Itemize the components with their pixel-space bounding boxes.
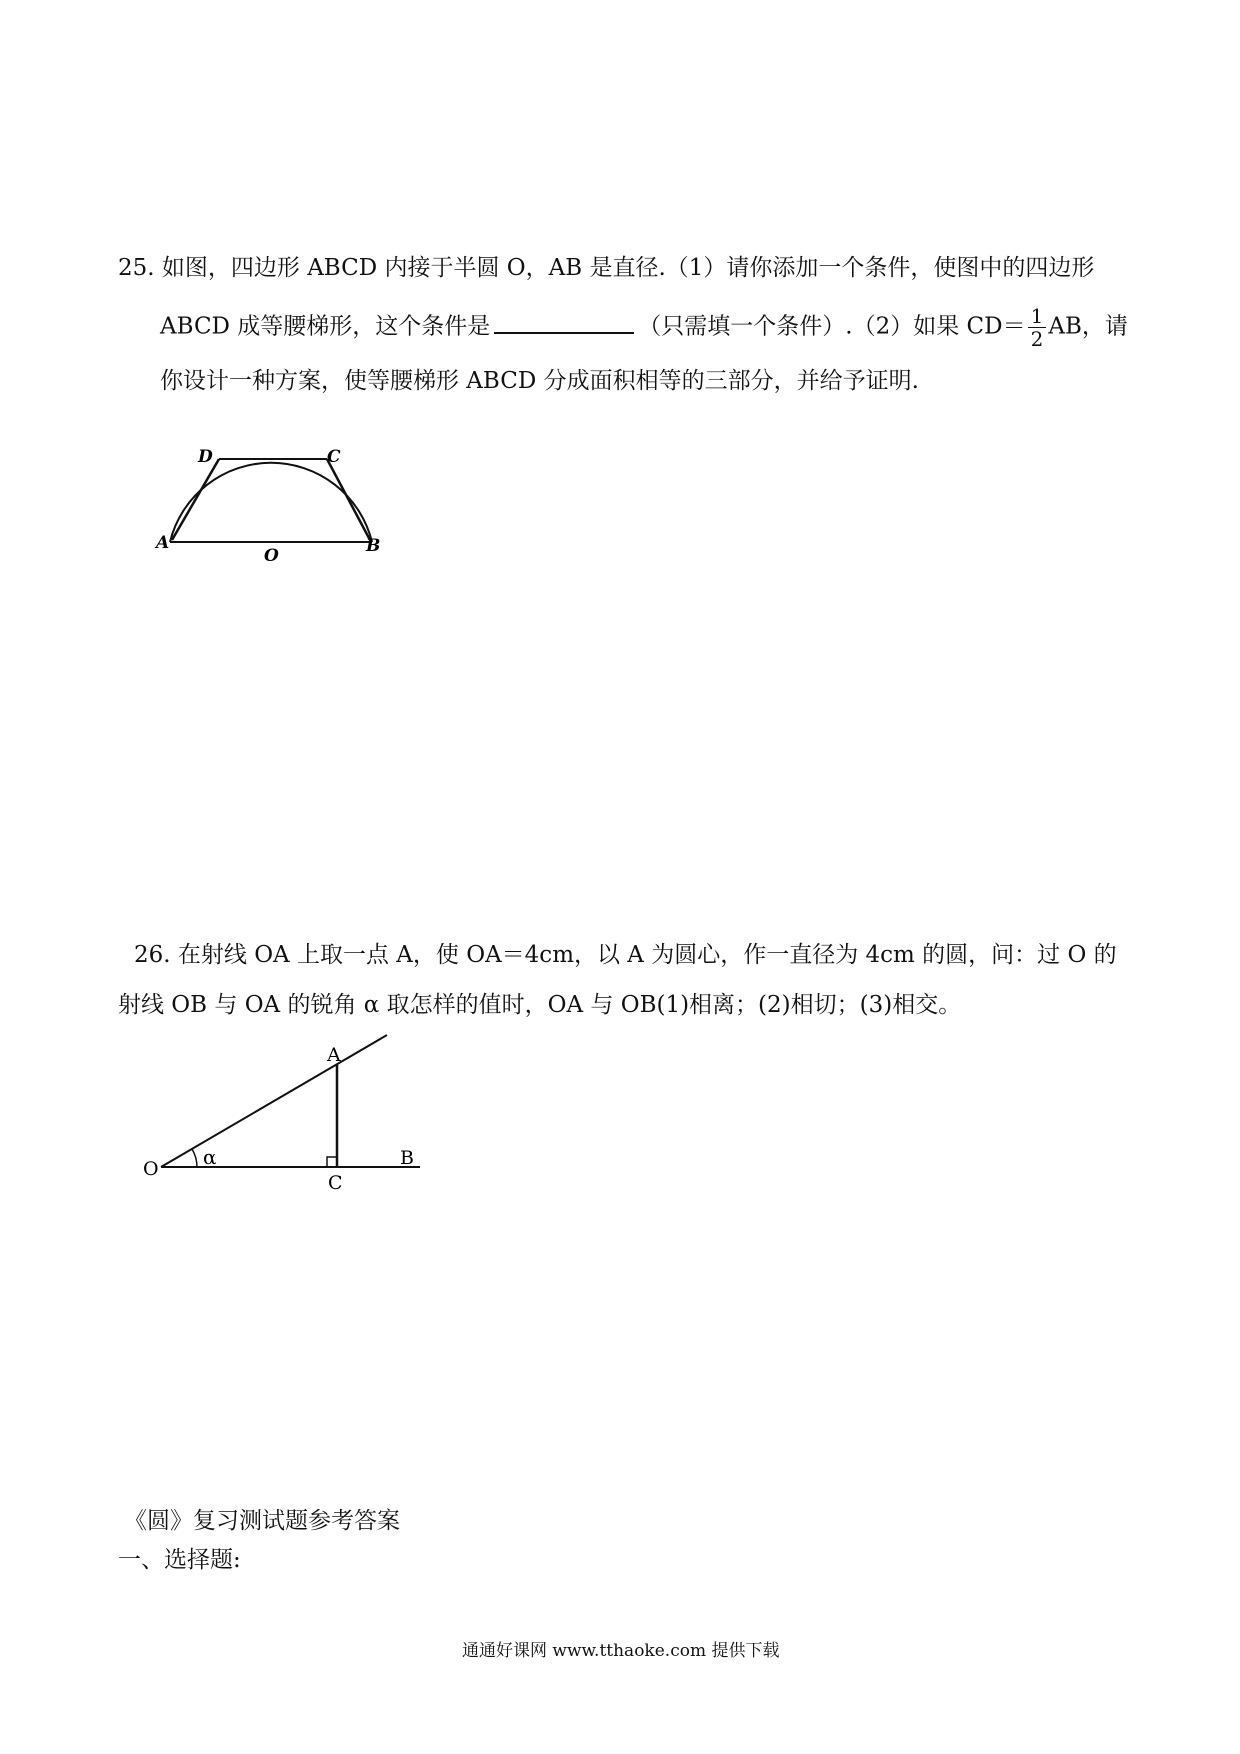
- semicircle-arc: [170, 463, 372, 542]
- q26-line1-text: 在射线 OA 上取一点 A，使 OA＝4cm，以 A 为圆心，作一直径为 4cm 的圆，问：过 O 的: [177, 942, 1117, 968]
- label-b: B: [400, 1147, 414, 1169]
- q26-number: 26.: [134, 942, 171, 968]
- q25-line2-a: ABCD 成等腰梯形，这个条件是: [160, 313, 491, 340]
- side-ad: [172, 459, 219, 540]
- q25-line1-text: 如图，四边形 ABCD 内接于半圆 O，AB 是直径.（1）请你添加一个条件，使图中的四边形: [161, 255, 1095, 281]
- fraction-one-half: [1028, 305, 1047, 350]
- label-a: A: [156, 533, 170, 553]
- q25-figure: [150, 430, 550, 630]
- fraction-numerator: 1: [1028, 305, 1047, 328]
- q25-line3-text: 你设计一种方案，使等腰梯形 ABCD 分成面积相等的三部分，并给予证明.: [160, 368, 919, 394]
- answers-title: 《圆》复习测试题参考答案: [124, 1508, 400, 1534]
- answers-section1: 一、选择题:: [118, 1547, 241, 1573]
- side-cb: [327, 459, 370, 540]
- label-c: C: [327, 447, 341, 467]
- q26-figure: [135, 1025, 455, 1194]
- label-c: C: [328, 1172, 343, 1194]
- label-d: D: [198, 447, 213, 467]
- footer-text: 通通好课网 www.tthaoke.com 提供下载: [462, 1641, 780, 1661]
- label-a: A: [327, 1044, 341, 1066]
- ray-oa: [161, 1035, 387, 1167]
- q25-line1: [118, 253, 1094, 283]
- label-b: B: [366, 536, 381, 556]
- q26-line1: [134, 940, 1117, 970]
- q26-line2-text: 射线 OB 与 OA 的锐角 α 取怎样的值时，OA 与 OB(1)相离；(2)相切；(3)相交。: [118, 992, 962, 1018]
- answer-blank: [494, 310, 634, 334]
- q25-line2-c: AB，请: [1048, 313, 1128, 340]
- q25-line2-b: （只需填一个条件）.（2）如果 CD＝: [638, 313, 1026, 340]
- q25-line3: [160, 366, 919, 396]
- label-o: O: [264, 546, 279, 566]
- angle-arc: [192, 1149, 197, 1167]
- fraction-denominator: 2: [1030, 327, 1044, 351]
- right-angle-mark: [327, 1157, 337, 1167]
- q26-line2: [118, 990, 961, 1020]
- q25-number: 25.: [118, 255, 155, 281]
- label-o: O: [143, 1158, 159, 1180]
- label-alpha: α: [203, 1145, 217, 1169]
- q25-line2: [160, 305, 1128, 350]
